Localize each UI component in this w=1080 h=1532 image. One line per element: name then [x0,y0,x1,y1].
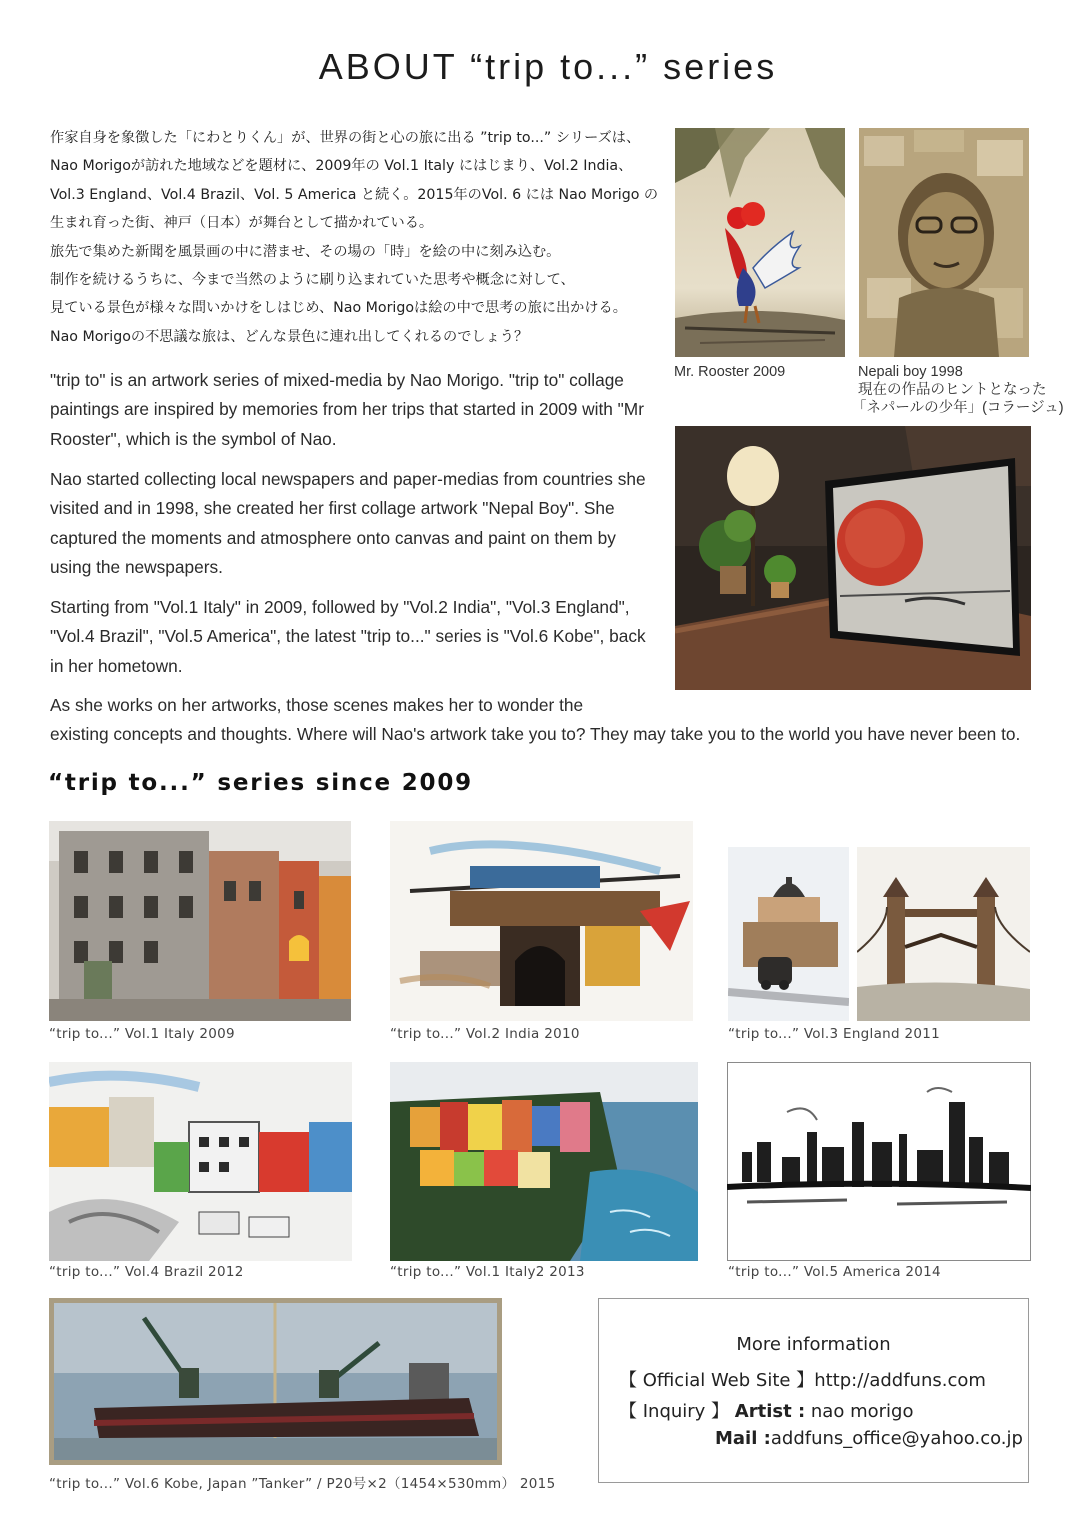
intro-en-paragraph-2: Nao started collecting local newspapers and paper-medias from countries she visited and in 1998, she created her first collage artwork "Nepal Boy". She captured the moments and atmosphere onto canvas and paint on them by using the newspapers. [50,469,646,577]
intro-en-paragraph-1: "trip to" is an artwork series of mixed-media by Nao Morigo. "trip to" collage paintings are inspired by memories from her trips that started in 2009 with "Mr Rooster", which is the symbol of Nao. [50,370,644,449]
rooster-caption: Mr. Rooster 2009 [674,364,786,380]
artist-name: nao morigo [805,1401,914,1422]
italy-2009-caption: “trip to...” Vol.1 Italy 2009 [49,1026,235,1042]
intro-japanese [50,124,670,351]
kobe-2015-caption: “trip to...” Vol.6 Kobe, Japan ”Tanker” / P20号×2（1454×530mm） 2015 [49,1476,556,1492]
intro-jp-line: 作家自身を象徴した「にわとりくん」が、世界の街と心の旅に出る ”trip to...” シリーズは、 [50,130,641,146]
india-2010-painting [390,821,693,1021]
italy2-2013-painting [390,1062,698,1261]
mail-address-link[interactable]: addfuns_office@yahoo.co.jp [770,1428,1023,1449]
india-2010-caption: “trip to...” Vol.2 India 2010 [390,1026,580,1042]
america-2014-caption: “trip to...” Vol.5 America 2014 [728,1264,941,1280]
nepali-caption-line-2: 現在の作品のヒントとなった [858,382,1047,398]
mail-row [715,1428,1023,1449]
intro-jp-line: 旅先で集めた新聞を風景画の中に潜ませ、その場の「時」を絵の中に刻み込む。 [50,243,561,260]
artist-label: Artist : [734,1401,806,1422]
mr-rooster-painting [675,128,845,357]
inquiry-label: 【 Inquiry 】 [619,1401,730,1422]
intro-jp-line: Nao Morigoが訪れた地域などを題材に、2009年の Vol.1 Italy にはじまり、Vol.2 India、 [50,158,633,175]
england-2011-caption: “trip to...” Vol.3 England 2011 [728,1026,941,1042]
nepali-caption-line-1: Nepali boy 1998 [858,364,963,380]
intro-en-paragraph-4 [50,691,1050,750]
intro-jp-line: 生まれ育った街、神戸（日本）が舞台として描かれている。 [50,215,434,232]
intro-jp-line: Nao Morigoの不思議な旅は、どんな景色に連れ出してくれるのでしょう？ [50,328,529,345]
england-2011-painting-left [728,847,849,1021]
intro-jp-line: Vol.3 England、Vol.4 Brazil、Vol. 5 America と続く。2015年のVol. 6 には Nao Morigo の [50,186,659,203]
installation-photo [675,426,1031,690]
intro-en-paragraph-3: Starting from "Vol.1 Italy" in 2009, followed by "Vol.2 India", "Vol.3 England", "Vol.4 Brazil", "Vol.5 America", the latest "trip to..." series is "Vol.6 Kobe", back in her hometown. [50,597,646,676]
nepali-boy-collage [859,128,1029,357]
italy2-2013-caption: “trip to...” Vol.1 Italy2 2013 [390,1264,585,1280]
more-information-box [598,1298,1029,1483]
page-title: ABOUT “trip to...” series [318,46,778,87]
series-heading: “trip to...” series since 2009 [48,770,473,796]
kobe-2015-tanker-painting [49,1298,502,1465]
england-2011-painting-right [857,847,1030,1021]
america-2014-painting [727,1062,1031,1261]
inquiry-row [619,1397,913,1423]
mail-label: Mail : [715,1428,771,1449]
website-link[interactable]: http://addfuns.com [814,1370,986,1391]
intro-jp-line: 制作を続けるうちに、今まで当然のように刷り込まれていた思考や概念に対して、 [50,272,575,289]
intro-en-paragraph-4-line-1: As she works on her artworks, those scenes makes her to wonder the [50,695,584,715]
intro-jp-line: 見ている景色が様々な問いかけをしはじめ、Nao Morigoは絵の中で思考の旅に出かける。 [50,300,627,317]
official-website-row [619,1366,986,1392]
brazil-2012-caption: “trip to...” Vol.4 Brazil 2012 [49,1264,244,1280]
intro-en-paragraph-4-line-2: existing concepts and thoughts. Where will Nao's artwork take you to? They may take you to the world you have never been to. [50,724,1021,745]
brazil-2012-painting [49,1062,352,1261]
italy-2009-painting [49,821,351,1021]
website-label: 【 Official Web Site 】 [619,1370,815,1391]
nepali-caption-line-3: 「ネパールの少年」(コラージュ) [852,400,1064,416]
more-information-heading: More information [736,1334,891,1355]
